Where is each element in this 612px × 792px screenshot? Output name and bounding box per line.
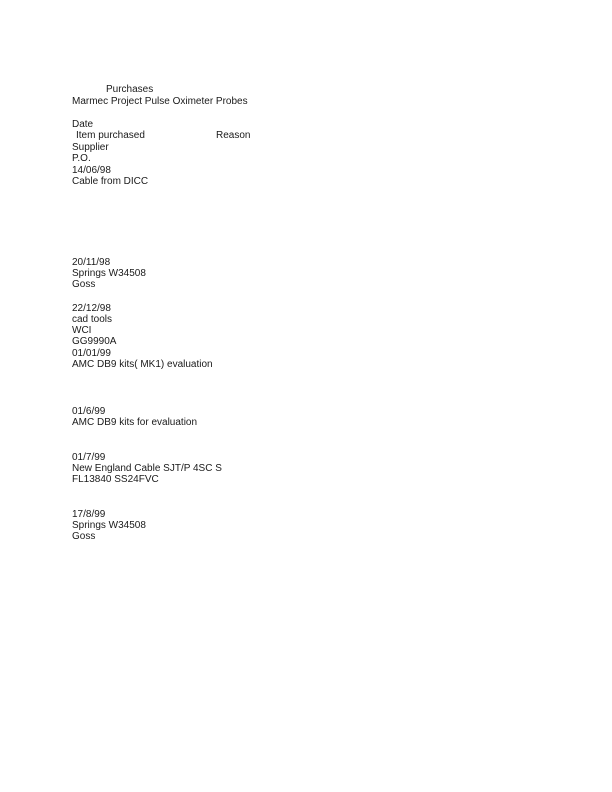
entry-item: Cable from DICC — [72, 176, 149, 187]
column-header-supplier: Supplier — [72, 142, 109, 153]
entry-item: AMC DB9 kits for evaluation — [72, 417, 198, 428]
entry-date: 01/7/99 — [72, 452, 106, 463]
entry-supplier: Goss — [72, 279, 96, 290]
entry-item: Springs W34508 — [72, 520, 146, 531]
purchase-entry — [72, 303, 116, 347]
document-subtitle: Marmec Project Pulse Oximeter Probes — [72, 96, 248, 107]
entry-item: AMC DB9 kits( MK1) evaluation — [72, 359, 213, 370]
document-title: Purchases — [106, 84, 154, 95]
entry-supplier: Goss — [72, 531, 96, 542]
purchase-entry — [72, 165, 148, 187]
purchase-entry — [72, 509, 146, 542]
entry-item: Springs W34508 — [72, 268, 146, 279]
column-header-po: P.O. — [72, 153, 91, 164]
purchase-entry — [72, 257, 146, 290]
entry-date: 17/8/99 — [72, 509, 106, 520]
entry-item: New England Cable SJT/P 4SC S — [72, 463, 222, 474]
entry-item: cad tools — [72, 314, 113, 325]
column-header-reason: Reason — [216, 130, 251, 141]
purchase-entry — [72, 452, 222, 485]
purchase-entry — [72, 348, 213, 370]
entry-date: 22/12/98 — [72, 303, 111, 314]
purchase-entry — [72, 406, 197, 428]
entry-date: 01/01/99 — [72, 348, 111, 359]
entry-date: 20/11/98 — [72, 257, 111, 268]
entry-date: 01/6/99 — [72, 406, 106, 417]
column-header-item: Item purchased — [76, 130, 145, 141]
entry-supplier: WCI — [72, 325, 92, 336]
entry-po: GG9990A — [72, 336, 117, 347]
column-header-date: Date — [72, 119, 94, 130]
entry-po: FL13840 SS24FVC — [72, 474, 159, 485]
entry-date: 14/06/98 — [72, 165, 111, 176]
